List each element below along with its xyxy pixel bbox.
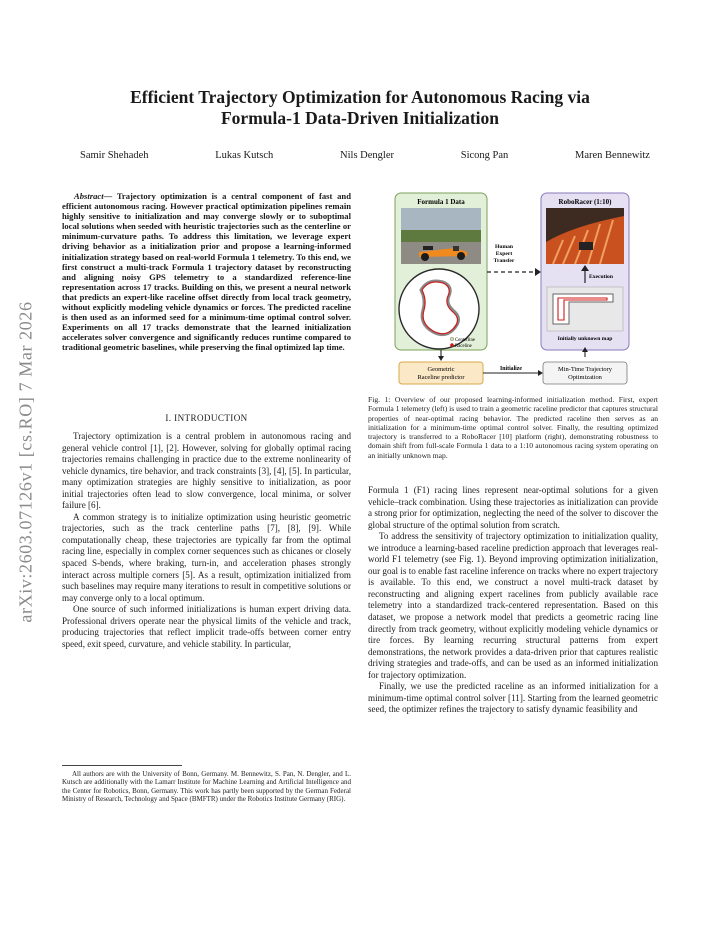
paper-title (60, 87, 660, 129)
section-heading: I. INTRODUCTION (165, 413, 248, 423)
transfer-arrowhead (535, 268, 541, 276)
author: Maren Bennewitz (575, 150, 650, 161)
raceline-legend-label: Raceline (455, 344, 472, 349)
execution-label: Execution (589, 274, 613, 280)
optimizer-label-1: Min-Time Trajectory (558, 366, 612, 373)
title-line-2: Formula-1 Data-Driven Initialization (220, 108, 500, 128)
author: Lukas Kutsch (215, 150, 274, 161)
predictor-label-2: Raceline predictor (417, 374, 465, 381)
optimizer-label-2: Optimization (568, 374, 602, 381)
title-line-1: Efficient Trajectory Optimization for Autonomous Racing via (130, 87, 590, 107)
f1-panel-title: Formula 1 Data (417, 198, 465, 206)
initialize-arrowhead (538, 370, 543, 376)
abstract (62, 191, 351, 353)
author: Samir Shehadeh (80, 150, 149, 161)
transfer-label-3: Transfer (493, 258, 515, 264)
centerline-legend-label: Centerline (455, 338, 475, 343)
paragraph: Trajectory optimization is a central problem in autonomous racing and general vehicle control [1], [2]. However, solving for globally optimal racing trajectories remains challenging in practice due to the extreme nonlinearity of vehicle dynamics, tire behavior, and track constraints [3], [4], [5]. In particular, many optimization strategies are highly sensitive to initialization, as poor initial trajectories often lead to slow convergence, local minima, or solver failure [6]. (62, 431, 351, 511)
down-arrowhead-left (438, 356, 444, 361)
paragraph: Formula 1 (F1) racing lines represent near-optimal solutions for a given vehicle–track combination. Using these trajectories as initialization can provide a strong prior for optimization, neglecting the need of the solver to discover the global structure of the optimal solution from scratch. (368, 485, 658, 530)
arxiv-id: arXiv:2603.07126v1 [cs.RO] 7 Mar 2026 (15, 301, 36, 623)
paragraph: To address the sensitivity of trajectory optimization to initialization quality, we introduce a learning-based raceline prediction approach that leverages real-world F1 telemetry (see Fig. 1). Beyond improving optimization initialization, our goal is to enable fast raceline inference on tracks where no expert trajectory is available. To this end, we construct a novel multi-track dataset by reconstructing and aligning expert racelines from publicly available race telemetry into a standardized track-centered representation. Based on this dataset, we propose a network model that predicts a geometric racing line directly from track geometry, without explicitly modeling vehicle dynamics or tire forces. By learning recurring structural patterns from expert demonstrations, the network provides a data-driven prior that captures realistic driving strategies and trade-offs, and can be used as an informed initialization for trajectory optimization. (368, 531, 658, 680)
raceline-legend-marker (450, 343, 454, 347)
predictor-label-1: Geometric (427, 366, 455, 373)
unknown-map-label: Initially unknown map (557, 336, 613, 342)
figure-caption: Fig. 1: Overview of our proposed learning-informed initialization method. First, expert Formula 1 telemetry (left) is used to train a geometric raceline predictor that captures structural properties of near-optimal racing behavior. The predicted raceline then serves as an initialization for a minimum-time optimal control solver. Finally, the resulting optimized trajectory is transferred to a RoboRacer [10] platform (right), demonstrating robustness to domain shift from full-scale Formula 1 data to a 1:10 autonomous racing system operating on an initially unknown map. (368, 395, 658, 460)
paragraph: Finally, we use the predicted raceline as an informed initialization for a minimum-time optimal control solver [11]. Starting from the learned geometric seed, the optimizer refines the trajectory to satisfy dynamic feasibility and (368, 681, 658, 715)
author: Sicong Pan (460, 150, 509, 161)
initialize-label: Initialize (500, 366, 522, 372)
abstract-text: Trajectory optimization is a central component of fast and efficient autonomous racing. However practical optimization pipelines remain highly sensitive to initialization and may converge slowly or to suboptimal local solutions when seeded with heuristic trajectories such as the centerline or minimum-curvature paths. To address this limitation, we leverage expert driving behavior as a initialization prior and propose a learning-informed initialization strategy based on real-world Formula 1 telemetry. To this end, we first construct a multi-track Formula 1 trajectory dataset by reconstructing and aligning noisy GPS telemetry to a standardized reference-line representation across 17 tracks. Building on this, we present a neural network that predicts an expert-like raceline offset directly from local track geometry, without explicitly modeling vehicle dynamics or forces. The predicted raceline is then used as an informed seed for a minimum-time optimal control solver. Experiments on all 17 tracks demonstrate that the learned initialization accelerates solver convergence and significantly reduces runtime compared to traditional geometric baselines, while preserving the final optimized lap time. (62, 191, 351, 353)
roboracer-photo (546, 208, 624, 264)
arxiv-stamp (6, 262, 46, 662)
paragraph: One source of such informed initializations is human expert driving data. Professional drivers operate near the physical limits of the vehicle and track, producing trajectories that reflect implicit trade-offs between corner entry speed, exit speed, curvature, and vehicle stability. In particular, (62, 604, 351, 649)
abstract-label: Abstract— (74, 191, 113, 201)
footnote: All authors are with the University of Bonn, Germany. M. Bennewitz, S. Pan, N. Dengler, and L. Kutsch are additionally with the Lamarr Institute for Machine Learning and Artificial Intelligence and the Center for Robotics, Bonn, Germany. This work has partly been supported by the German Federal Ministry of Research, Technology and Space (BMFTR) under the Robotics Institute Germany (RIG). (62, 770, 351, 803)
centerline-legend-marker (450, 337, 454, 341)
roboracer-panel-title: RoboRacer (1:10) (558, 198, 612, 206)
right-column (368, 485, 658, 716)
intro-left-column (62, 431, 351, 650)
f1-car-photo (401, 208, 481, 264)
author: Nils Dengler (340, 150, 394, 161)
transfer-label-1: Human (494, 244, 514, 250)
transfer-label-2: Expert (495, 251, 513, 257)
author-list (80, 150, 650, 161)
unknown-map (547, 287, 623, 331)
paragraph: A common strategy is to initialize optimization using heuristic geometric trajectories, such as the track centerline paths [7], [8], [9]. While computationally cheap, these trajectories are typically far from the optimal racing line, especially in complex corner sequences such as chicanes or closely spaced S-bends, where braking, turn-in, and acceleration phases strongly interact across multiple corners [5]. As a result, optimization initialized from such baselines may require many iterations to result in competitive solutions or may converge only to a local optimum. (62, 511, 351, 603)
footnote-rule (62, 765, 182, 766)
figure-overview (393, 190, 633, 390)
